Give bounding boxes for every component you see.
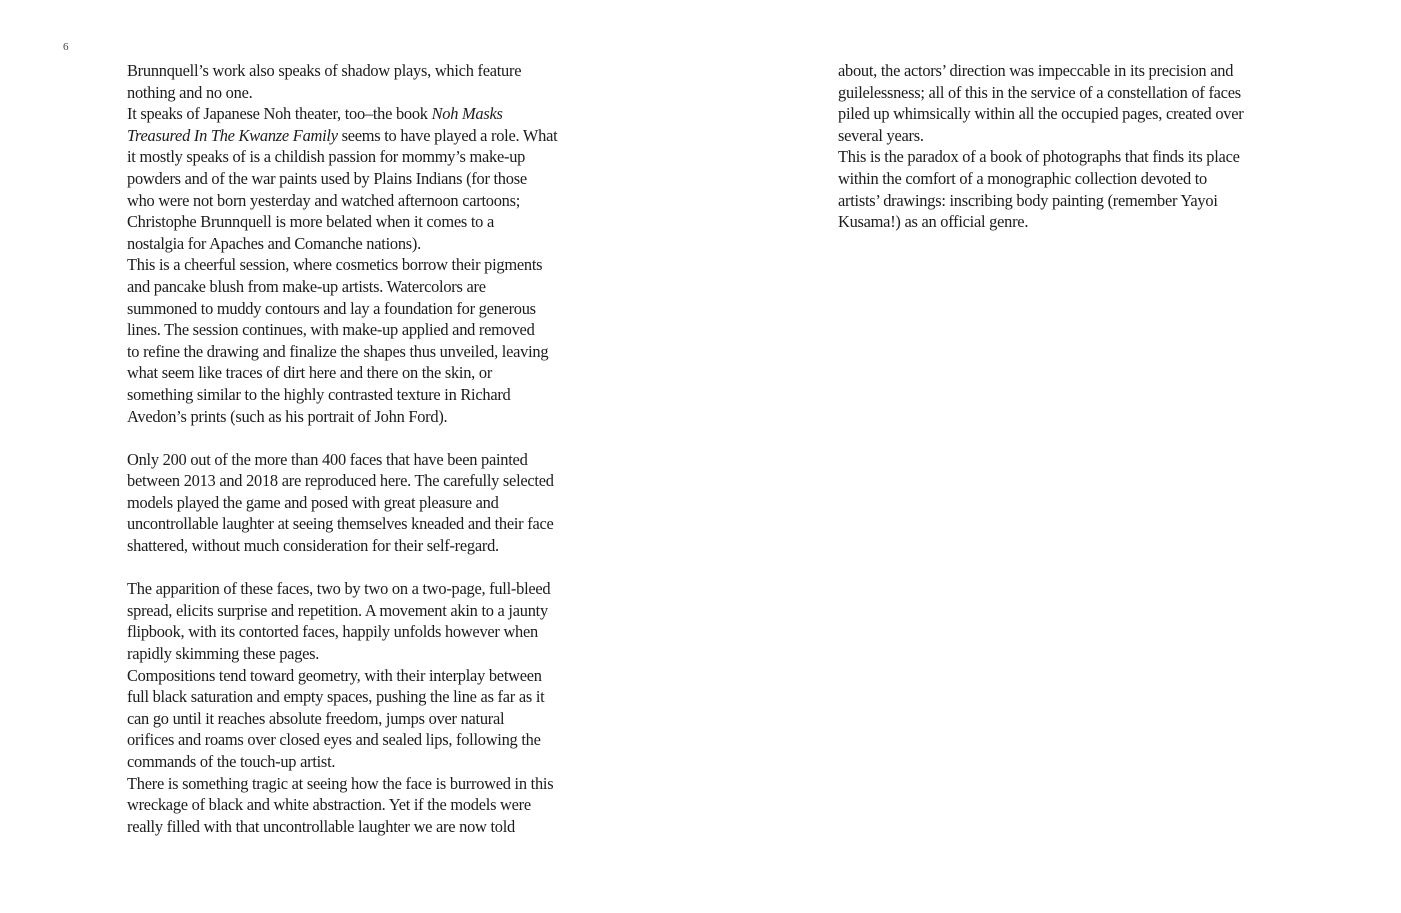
text-line: something similar to the highly contrasted texture in Richard [127,384,511,404]
text-line: spread, elicits surprise and repetition. A movement akin to a jaunty [127,600,548,620]
text-line-with-title [127,125,597,147]
left-text-column [127,60,597,837]
text-line: lines. The session continues, with make-up applied and removed [127,320,535,340]
text-line: to refine the drawing and finalize the shapes thus unveiled, leaving [127,341,549,361]
text-line: This is the paradox of a book of photographs that finds its place [838,147,1240,167]
text-segment: seems to have played a role. What [337,125,558,145]
text-line: and pancake blush from make-up artists. Watercolors are [127,276,486,296]
text-line: about, the actors’ direction was impeccable in its precision and [838,61,1234,80]
text-line: Christophe Brunnquell is more belated when it comes to a [127,212,495,232]
text-line: guilelessness; all of this in the service of a constellation of faces [838,82,1241,102]
text-line-with-title [127,103,597,125]
text-line: models played the game and posed with great pleasure and [127,492,499,512]
text-line: Brunnquell’s work also speaks of shadow plays, which feature [127,61,522,80]
text-line: This is a cheerful session, where cosmetics borrow their pigments [127,255,543,275]
text-line: piled up whimsically within all the occupied pages, created over [838,104,1244,124]
text-line: powders and of the war paints used by Plains Indians (for those [127,168,527,188]
text-line: flipbook, with its contorted faces, happily unfolds however when [127,622,538,642]
text-line: artists’ drawings: inscribing body painting (remember Yayoi [838,190,1218,210]
book-title-italic: Noh Masks [431,104,503,124]
text-line: within the comfort of a monographic collection devoted to [838,168,1208,188]
text-line: nostalgia for Apaches and Comanche nations). [127,233,421,253]
text-line: really filled with that uncontrollable laughter we are now told [127,816,515,836]
text-line: wreckage of black and white abstraction. Yet if the models were [127,795,531,815]
text-line: uncontrollable laughter at seeing themselves kneaded and their face [127,514,554,534]
paragraph-gap [127,427,597,449]
text-line: can go until it reaches absolute freedom, jumps over natural [127,708,505,728]
paragraph-gap [127,557,597,579]
text-line: commands of the touch-up artist. [127,752,336,771]
text-line: Kusama!) as an official genre. [838,212,1029,232]
text-line: Compositions tend toward geometry, with their interplay between [127,665,542,685]
text-line: who were not born yesterday and watched afternoon cartoons; [127,190,521,210]
text-line: shattered, without much consideration for their self-regard. [127,536,499,556]
right-text-column [838,60,1308,233]
text-line: full black saturation and empty spaces, pushing the line as far as it [127,687,545,707]
text-line: Only 200 out of the more than 400 faces that have been painted [127,449,528,469]
text-line: There is something tragic at seeing how the face is burrowed in this [127,773,554,793]
text-line: rapidly skimming these pages. [127,644,320,664]
text-line: it mostly speaks of is a childish passion for mommy’s make-up [127,147,526,167]
text-line: Avedon’s prints (such as his portrait of John Ford). [127,406,448,426]
text-line: what seem like traces of dirt here and there on the skin, or [127,363,493,383]
text-line: summoned to muddy contours and lay a foundation for generous [127,298,536,318]
text-line: The apparition of these faces, two by two on a two-page, full-bleed [127,579,551,599]
text-line: nothing and no one. [127,82,253,102]
text-line: orifices and roams over closed eyes and sealed lips, following the [127,730,541,750]
text-segment: It speaks of Japanese Noh theater, too–the book [127,104,432,124]
page-number: 6 [63,41,69,53]
text-line: between 2013 and 2018 are reproduced here. The carefully selected [127,471,554,491]
book-title-italic: Treasured In The Kwanze Family [127,125,338,145]
text-line: several years. [838,125,924,145]
